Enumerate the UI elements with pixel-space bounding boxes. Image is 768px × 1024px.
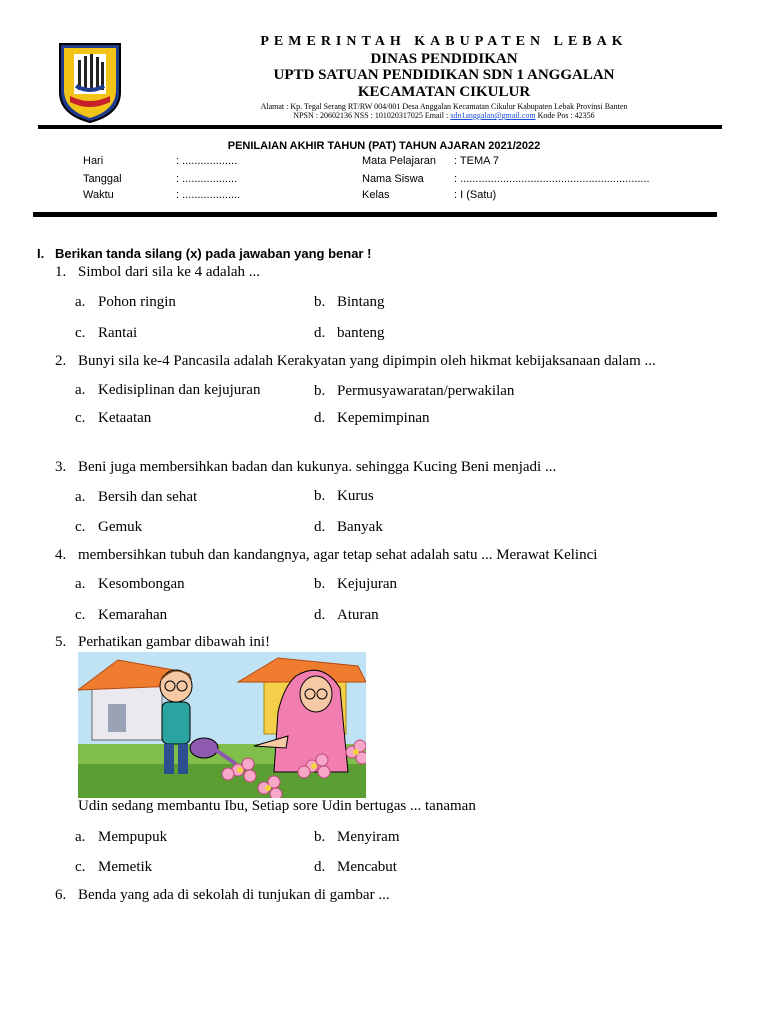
option-letter: a. bbox=[75, 382, 86, 398]
exam-title: PENILAIAN AKHIR TAHUN (PAT) TAHUN AJARAN 2021/2022 bbox=[227, 140, 541, 152]
question-number: 6. bbox=[55, 887, 67, 903]
option-4c[interactable] bbox=[75, 607, 167, 624]
question-text: Beni juga membersihkan badan dan kukunya. sehingga Kucing Beni menjadi ... bbox=[78, 459, 557, 475]
option-letter: a. bbox=[75, 576, 86, 592]
letterhead-divider bbox=[38, 125, 722, 129]
option-letter: b. bbox=[314, 488, 326, 504]
question-1 bbox=[55, 264, 260, 281]
question-3 bbox=[55, 459, 556, 476]
option-letter: b. bbox=[314, 383, 326, 399]
tanggal-label: Tanggal bbox=[83, 173, 122, 185]
option-1a[interactable] bbox=[75, 294, 176, 311]
option-2a[interactable] bbox=[75, 382, 260, 399]
gardening-illustration bbox=[78, 652, 366, 798]
hari-label: Hari bbox=[83, 155, 104, 167]
option-2d[interactable] bbox=[314, 410, 429, 427]
question-number: 5. bbox=[55, 634, 67, 650]
option-3a[interactable] bbox=[75, 489, 197, 506]
option-text: Menyiram bbox=[337, 829, 400, 845]
option-text: Gemuk bbox=[98, 519, 143, 535]
option-5a[interactable] bbox=[75, 829, 167, 846]
option-letter: b. bbox=[314, 829, 326, 845]
option-letter: d. bbox=[314, 859, 326, 875]
option-5c[interactable] bbox=[75, 859, 152, 876]
option-text: Kurus bbox=[337, 488, 374, 504]
option-letter: d. bbox=[314, 519, 326, 535]
option-text: Kesombongan bbox=[98, 576, 185, 592]
hari-value: : .................. bbox=[176, 155, 238, 167]
question-number: 1. bbox=[55, 264, 67, 280]
section-number: I. bbox=[37, 246, 45, 261]
option-2b[interactable] bbox=[314, 383, 514, 400]
option-5b[interactable] bbox=[314, 829, 399, 846]
option-letter: d. bbox=[314, 607, 326, 623]
letterhead-contact bbox=[0, 111, 768, 120]
section-instruction: Berikan tanda silang (x) pada jawaban yang benar ! bbox=[55, 246, 372, 261]
option-text: Rantai bbox=[98, 325, 138, 341]
question-number: 4. bbox=[55, 547, 67, 563]
npsn-nss-text: NPSN : 20602136 NSS : 101020317025 Email : bbox=[293, 111, 451, 120]
question-6 bbox=[55, 887, 390, 904]
option-text: Ketaatan bbox=[98, 410, 152, 426]
option-letter: c. bbox=[75, 859, 86, 875]
option-5d[interactable] bbox=[314, 859, 397, 876]
option-text: Pohon ringin bbox=[98, 294, 176, 310]
option-4d[interactable] bbox=[314, 607, 379, 624]
question-5 bbox=[55, 634, 270, 651]
section-heading bbox=[37, 246, 371, 261]
mapel-label: Mata Pelajaran bbox=[362, 155, 436, 167]
question-4 bbox=[55, 547, 597, 564]
option-text: Bintang bbox=[337, 294, 385, 310]
question-text: Simbol dari sila ke 4 adalah ... bbox=[78, 264, 261, 280]
option-letter: d. bbox=[314, 410, 326, 426]
letterhead-school: UPTD SATUAN PENDIDIKAN SDN 1 ANGGALAN bbox=[273, 67, 615, 83]
option-4b[interactable] bbox=[314, 576, 397, 593]
option-letter: a. bbox=[75, 489, 86, 505]
question-2 bbox=[55, 353, 656, 370]
letterhead-address: Alamat : Kp. Tegal Serang RT/RW 004/001 Desa Anggalan Kecamatan Cikulur Kabupaten Lebak Provinsi Banten bbox=[260, 102, 628, 111]
option-letter: a. bbox=[75, 829, 86, 845]
letterhead-agency: DINAS PENDIDIKAN bbox=[370, 51, 518, 67]
option-3d[interactable] bbox=[314, 519, 383, 536]
waktu-value: : ................... bbox=[176, 189, 241, 201]
question-text: Perhatikan gambar dibawah ini! bbox=[78, 634, 271, 650]
option-letter: c. bbox=[75, 410, 86, 426]
option-text: Permusyawaratan/perwakilan bbox=[337, 383, 515, 399]
option-3c[interactable] bbox=[75, 519, 142, 536]
option-letter: c. bbox=[75, 607, 86, 623]
school-email-link[interactable]: sdn1anggalan@gmail.com bbox=[450, 111, 536, 120]
question-number: 2. bbox=[55, 353, 67, 369]
option-text: Kejujuran bbox=[337, 576, 397, 592]
option-letter: d. bbox=[314, 325, 326, 341]
option-text: banteng bbox=[337, 325, 385, 341]
option-text: Banyak bbox=[337, 519, 383, 535]
option-text: Kedisiplinan dan kejujuran bbox=[98, 382, 261, 398]
question-5-caption: Udin sedang membantu Ibu, Setiap sore Udin bertugas ... tanaman bbox=[78, 798, 476, 814]
question-text: Bunyi sila ke-4 Pancasila adalah Kerakyatan yang dipimpin oleh hikmat kebijaksanaan dalam ... bbox=[78, 353, 656, 369]
kelas-label: Kelas bbox=[362, 189, 390, 201]
question-text: Benda yang ada di sekolah di tunjukan di gambar ... bbox=[78, 887, 390, 903]
option-text: Bersih dan sehat bbox=[98, 489, 198, 505]
option-1b[interactable] bbox=[314, 294, 385, 311]
option-text: Mencabut bbox=[337, 859, 397, 875]
postcode-text: Kode Pos : 42356 bbox=[535, 111, 595, 120]
option-4a[interactable] bbox=[75, 576, 185, 593]
option-letter: c. bbox=[75, 519, 86, 535]
question-number: 3. bbox=[55, 459, 67, 475]
nama-value: : .............................................................. bbox=[454, 173, 650, 185]
nama-label: Nama Siswa bbox=[362, 173, 424, 185]
option-2c[interactable] bbox=[75, 410, 151, 427]
option-letter: b. bbox=[314, 576, 326, 592]
letterhead-government: PEMERINTAH KABUPATEN LEBAK bbox=[260, 34, 628, 49]
option-letter: a. bbox=[75, 294, 86, 310]
option-text: Kemarahan bbox=[98, 607, 168, 623]
letterhead-district: KECAMATAN CIKULUR bbox=[357, 84, 531, 100]
info-divider bbox=[33, 212, 717, 217]
option-letter: c. bbox=[75, 325, 86, 341]
waktu-label: Waktu bbox=[83, 189, 114, 201]
option-1c[interactable] bbox=[75, 325, 137, 342]
option-text: Mempupuk bbox=[98, 829, 168, 845]
option-3b[interactable] bbox=[314, 488, 374, 505]
option-text: Aturan bbox=[337, 607, 379, 623]
option-text: Kepemimpinan bbox=[337, 410, 430, 426]
mapel-value: : TEMA 7 bbox=[454, 155, 500, 167]
kelas-value: : I (Satu) bbox=[454, 189, 497, 201]
option-text: Memetik bbox=[98, 859, 153, 875]
option-letter: b. bbox=[314, 294, 326, 310]
option-1d[interactable] bbox=[314, 325, 384, 342]
tanggal-value: : .................. bbox=[176, 173, 238, 185]
question-text: membersihkan tubuh dan kandangnya, agar tetap sehat adalah satu ... Merawat Kelinci bbox=[78, 547, 598, 563]
